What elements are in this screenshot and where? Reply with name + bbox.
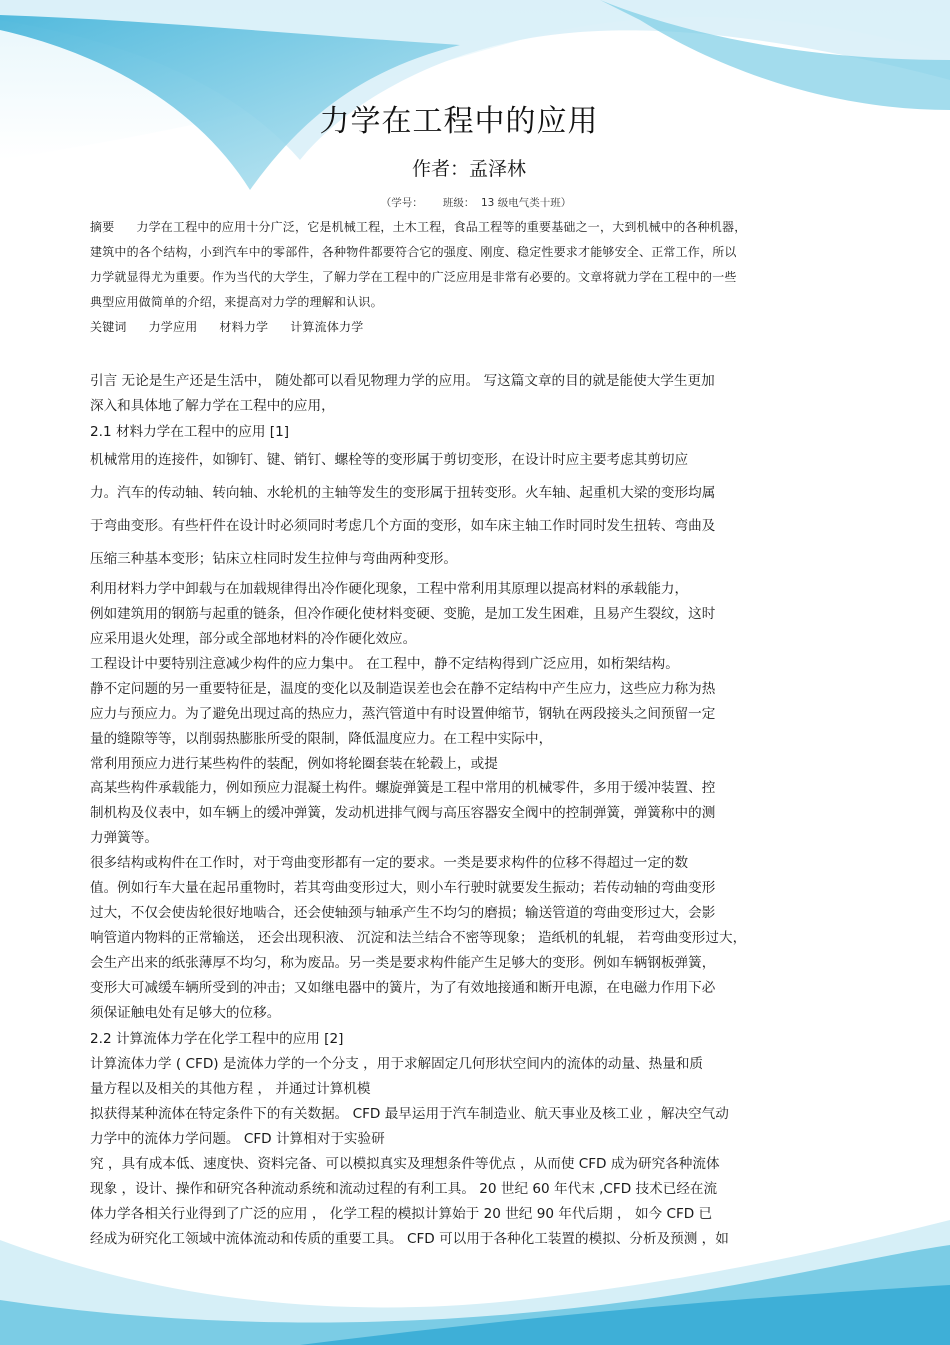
body-line: 响管道内物料的正常输送， 还会出现积液、 沉淀和法兰结合不密等现象； 造纸机的轧辊， 若弯曲变形过大， — [90, 930, 747, 946]
body-line: 高某些构件承载能力，例如预应力混凝土构件。螺旋弹簧是工程中常用的机械零件，多用于缓冲装置、控 — [90, 780, 716, 796]
body-line: 工程设计中要特别注意减少构件的应力集中。 在工程中，静不定结构得到广泛应用，如桁架结构。 — [90, 656, 679, 672]
keyword: 材料力学 — [219, 320, 269, 334]
body-line: 力弹簧等。 — [90, 830, 158, 846]
abstract-line-2: 建筑中的各个结构，小到汽车中的零部件，各种物件都要符合它的强度、刚度、稳定性要求才能够安全、正常工作，所以 — [90, 245, 737, 259]
section-heading-2-1: 2.1 材料力学在工程中的应用 [1] — [90, 424, 290, 440]
body-line: 会生产出来的纸张薄厚不均匀，称为废品。另一类是要求构件能产生足够大的变形。例如车辆钢板弹簧， — [90, 955, 716, 971]
body-line: 于弯曲变形。有些杆件在设计时必须同时考虑几个方面的变形，如车床主轴工作时同时发生扭转、弯曲及 — [90, 518, 716, 534]
body-line: 静不定问题的另一重要特征是，温度的变化以及制造误差也会在静不定结构中产生应力，这些应力称为热 — [90, 681, 716, 697]
abstract-line-4: 典型应用做简单的介绍，来提高对力学的理解和认识。 — [90, 295, 383, 309]
author-line: 作者：孟泽林 — [411, 158, 526, 180]
body-line: 力。汽车的传动轴、转向轴、水轮机的主轴等发生的变形属于扭转变形。火车轴、起重机大梁的变形均属 — [90, 485, 716, 501]
body-line: 制机构及仪表中，如车辆上的缓冲弹簧，发动机进排气阀与高压容器安全阀中的控制弹簧，弹簧称中的测 — [90, 805, 716, 821]
body-line: 量的缝隙等等，以削弱热膨胀所受的限制，降低温度应力。在工程中实际中， — [90, 731, 553, 747]
abstract-line-3: 力学就显得尤为重要。作为当代的大学生，了解力学在工程中的广泛应用是非常有必要的。文章将就力学在工程中的一些 — [90, 270, 737, 284]
body-line: 引言 无论是生产还是生活中， 随处都可以看见物理力学的应用。 写这篇文章的目的就是能使大学生更加 — [90, 373, 715, 389]
body-line: 经成为研究化工领域中流体流动和传质的重要工具。 CFD 可以用于各种化工装置的模拟、分析及预测 ，如 — [90, 1231, 729, 1247]
keywords-line — [90, 318, 363, 335]
student-info: （学号： 班级： 13 级电气类十班） — [380, 197, 572, 209]
keywords-label: 关键词 — [90, 320, 127, 334]
body-line: 过大，不仅会使齿轮很好地啮合，还会使轴颈与轴承产生不均匀的磨损；输送管道的弯曲变形过大，会影 — [90, 905, 716, 921]
body-line: 利用材料力学中卸载与在加载规律得出冷作硬化现象，工程中常利用其原理以提高材料的承载能力， — [90, 581, 689, 597]
body-line: 究 ，具有成本低、速度快、资料完备、可以模拟真实及理想条件等优点 ，从而使 CFD 成为研究各种流体 — [90, 1156, 720, 1172]
abstract-text: 力学在工程中的应用十分广泛，它是机械工程，土木工程，食品工程等的重要基础之一，大到机械中的各种机器， — [136, 220, 747, 234]
body-line: 拟获得某种流体在特定条件下的有关数据。 CFD 最早运用于汽车制造业、航天事业及核工业 ，解决空气动 — [90, 1106, 729, 1122]
body-line: 应力与预应力。为了避免出现过高的热应力，蒸汽管道中有时设置伸缩节，钢轨在两段接头之间预留一定 — [90, 706, 716, 722]
body-line: 机械常用的连接件，如铆钉、键、销钉、螺栓等的变形属于剪切变形，在设计时应主要考虑其剪切应 — [90, 452, 689, 468]
body-line: 量方程以及相关的其他方程 ， 并通过计算机模 — [90, 1081, 371, 1097]
keyword: 计算流体力学 — [290, 320, 364, 334]
body-line: 计算流体力学 ( CFD) 是流体力学的一个分支 ，用于求解固定几何形状空间内的流体的动量、热量和质 — [90, 1056, 704, 1072]
body-line: 力学中的流体力学问题。 CFD 计算相对于实验研 — [90, 1131, 385, 1147]
body-line: 须保证触电处有足够大的位移。 — [90, 1005, 281, 1021]
body-line: 应采用退火处理，部分或全部地材料的冷作硬化效应。 — [90, 631, 417, 647]
body-line: 值。例如行车大量在起吊重物时，若其弯曲变形过大，则小车行驶时就要发生振动；若传动轴的弯曲变形 — [90, 880, 716, 896]
body-line: 例如建筑用的钢筋与起重的链条，但冷作硬化使材料变硬、变脆，是加工发生困难，且易产生裂纹，这时 — [90, 606, 716, 622]
abstract-line-1 — [90, 218, 746, 235]
body-line: 很多结构或构件在工作时，对于弯曲变形都有一定的要求。一类是要求构件的位移不得超过一定的数 — [90, 855, 689, 871]
abstract-label: 摘要 — [90, 220, 115, 234]
page-title: 力学在工程中的应用 — [319, 104, 599, 139]
body-line: 变形大可减缓车辆所受到的冲击；又如继电器中的簧片，为了有效地接通和断开电源，在电磁力作用下必 — [90, 980, 716, 996]
body-line: 现象 ，设计、操作和研究各种流动系统和流动过程的有利工具。 20 世纪 60 年代末 ,CFD 技术已经在流 — [90, 1181, 718, 1197]
keyword: 力学应用 — [148, 320, 198, 334]
body-line: 深入和具体地了解力学在工程中的应用， — [90, 398, 335, 414]
section-heading-2-2: 2.2 计算流体力学在化学工程中的应用 [2] — [90, 1031, 344, 1047]
body-line: 体力学各相关行业得到了广泛的应用 ， 化学工程的模拟计算始于 20 世纪 90 年代后期 ， 如今 CFD 已 — [90, 1206, 713, 1222]
body-line: 压缩三种基本变形；钻床立柱同时发生拉伸与弯曲两种变形。 — [90, 551, 458, 567]
body-line: 常利用预应力进行某些构件的装配，例如将轮圈套装在轮毂上，或提 — [90, 756, 498, 772]
